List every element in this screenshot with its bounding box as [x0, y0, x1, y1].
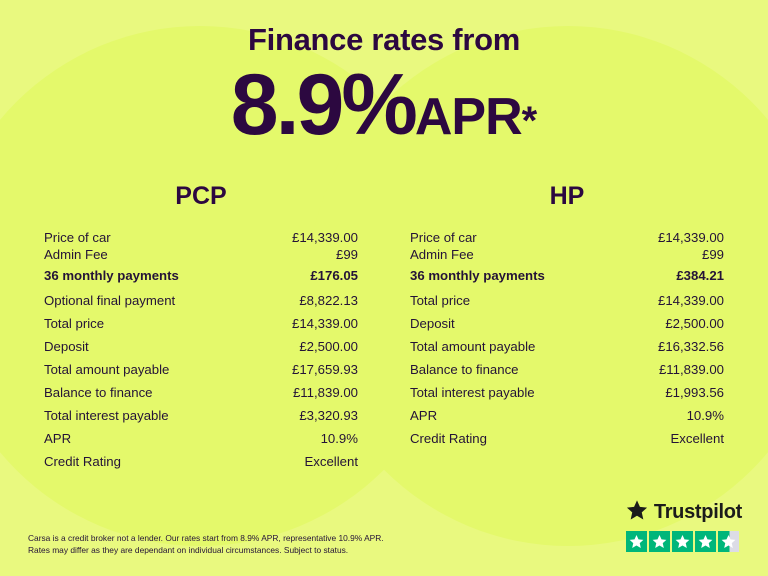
row-value: £14,339.00	[657, 230, 724, 245]
table-row-highlight	[44, 263, 358, 289]
row-value: £3,320.93	[299, 408, 358, 423]
row-value: £8,822.13	[299, 293, 358, 308]
star-icon-4	[695, 531, 716, 552]
table-row	[44, 335, 358, 358]
star-icon-2	[649, 531, 670, 552]
row-label: Balance to finance	[44, 385, 153, 400]
headline-rate	[0, 57, 768, 153]
table-row	[44, 312, 358, 335]
row-value: £99	[701, 247, 724, 262]
rate-unit: APR	[414, 88, 522, 146]
row-label: APR	[44, 431, 72, 446]
row-label: Total price	[410, 293, 471, 308]
rate-value: 8.9%	[230, 57, 415, 153]
row-value: £14,339.00	[657, 293, 724, 308]
table-row	[44, 427, 358, 450]
row-label: Balance to finance	[410, 362, 519, 377]
table-row	[410, 246, 724, 263]
disclaimer-line-2: Rates may differ as they are dependant on individual circumstances. Subject to status.	[28, 544, 349, 555]
rates-table-pcp	[44, 229, 358, 473]
table-row	[44, 450, 358, 473]
row-value: Excellent	[670, 431, 724, 446]
row-label: Total interest payable	[44, 408, 169, 423]
row-label: Optional final payment	[44, 293, 176, 308]
row-label: 36 monthly payments	[410, 268, 545, 283]
table-row	[44, 404, 358, 427]
row-value: £11,839.00	[658, 362, 724, 377]
row-label: Total amount payable	[410, 339, 536, 354]
row-label: Credit Rating	[44, 454, 121, 469]
table-row	[44, 381, 358, 404]
star-icon-5-half	[718, 531, 739, 552]
row-label: Total interest payable	[410, 385, 535, 400]
finance-columns	[0, 182, 768, 473]
row-value: £2,500.00	[299, 339, 358, 354]
table-row	[410, 381, 724, 404]
table-row	[410, 312, 724, 335]
row-label: Admin Fee	[44, 247, 108, 262]
row-label: Total amount payable	[44, 362, 170, 377]
table-row-highlight	[410, 263, 724, 289]
table-row	[410, 358, 724, 381]
row-value: £14,339.00	[291, 316, 358, 331]
page-title: Finance rates from	[248, 22, 520, 57]
table-row	[410, 427, 724, 450]
row-value: 10.9%	[686, 408, 724, 423]
row-label: Price of car	[410, 230, 477, 245]
row-value: £1,993.56	[665, 385, 724, 400]
table-row	[44, 289, 358, 312]
trustpilot-label: Trustpilot	[653, 501, 742, 523]
star-icon-3	[672, 531, 693, 552]
table-row	[410, 229, 724, 246]
row-value: Excellent	[304, 454, 358, 469]
row-value: £176.05	[310, 268, 358, 283]
column-title-hp: HP	[549, 182, 585, 210]
row-value: £2,500.00	[665, 316, 724, 331]
row-value: £16,332.56	[657, 339, 724, 354]
table-row	[44, 229, 358, 246]
table-row	[410, 289, 724, 312]
rates-table-hp	[410, 229, 724, 450]
row-label: Deposit	[410, 316, 455, 331]
table-row	[410, 404, 724, 427]
row-value: 10.9%	[320, 431, 358, 446]
row-label: 36 monthly payments	[44, 268, 179, 283]
trustpilot-header	[626, 499, 742, 526]
row-value: £11,839.00	[292, 385, 358, 400]
disclaimer	[28, 532, 384, 556]
column-title-pcp: PCP	[175, 182, 227, 210]
row-label: Credit Rating	[410, 431, 487, 446]
rate-asterisk: *	[521, 99, 538, 143]
star-icon-1	[626, 531, 647, 552]
finance-column-hp	[384, 182, 750, 473]
row-label: Total price	[44, 316, 105, 331]
table-row	[44, 358, 358, 381]
table-row	[44, 246, 358, 263]
row-value: £17,659.93	[291, 362, 358, 377]
row-label: APR	[410, 408, 438, 423]
disclaimer-line-1: Carsa is a credit broker not a lender. Our rates start from 8.9% APR, representative 10.9% APR.	[28, 532, 384, 543]
row-value: £14,339.00	[291, 230, 358, 245]
row-value: £384.21	[676, 268, 724, 283]
row-value: £99	[335, 247, 358, 262]
trustpilot-star-icon	[626, 499, 648, 526]
finance-column-pcp	[18, 182, 384, 473]
trustpilot-rating	[626, 499, 742, 552]
trustpilot-stars	[626, 531, 742, 552]
row-label: Deposit	[44, 339, 89, 354]
row-label: Price of car	[44, 230, 111, 245]
row-label: Admin Fee	[410, 247, 474, 262]
table-row	[410, 335, 724, 358]
